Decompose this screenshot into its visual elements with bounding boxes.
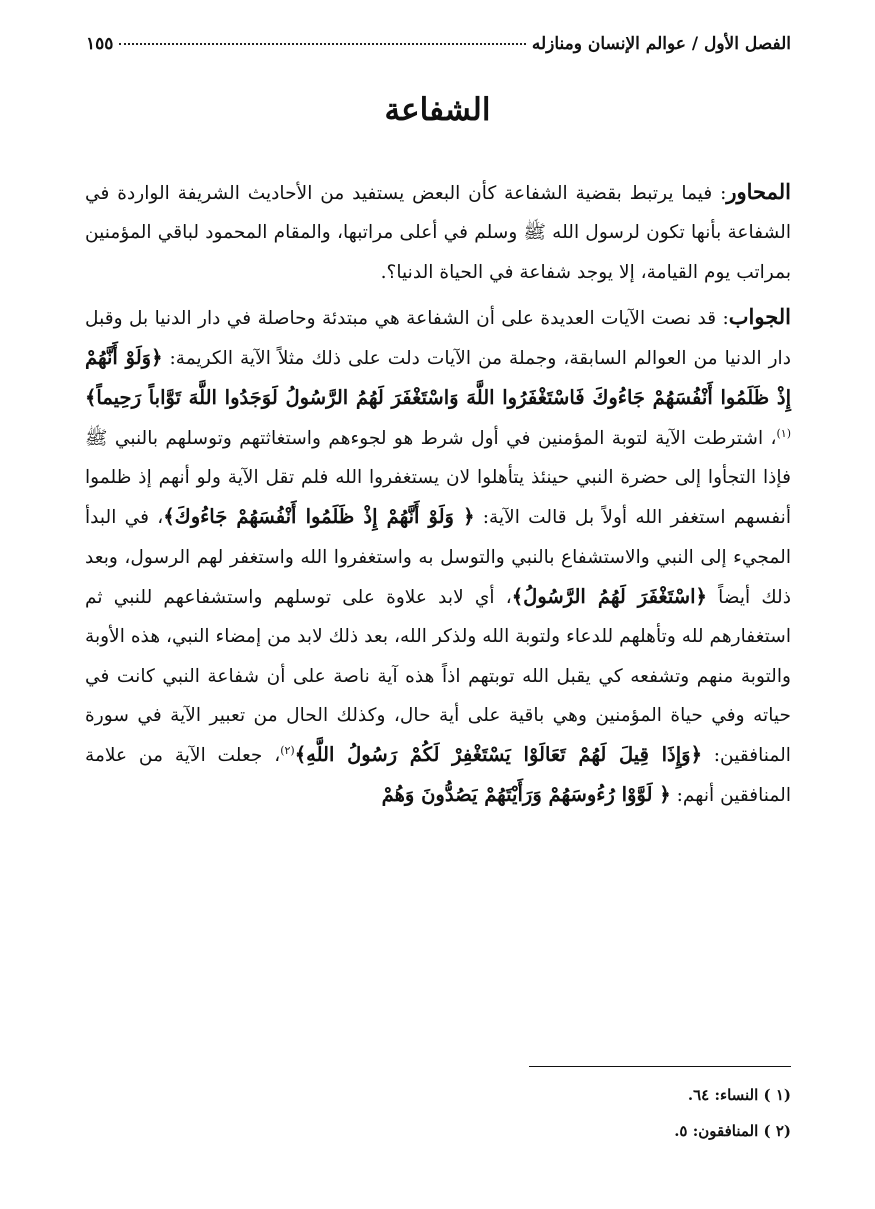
page-number: ١٥٥ [86,34,114,54]
header-dot-leader [119,43,525,45]
quran-verse-4: ﴿وَإِذَا قِيلَ لَهُمْ تَعَالَوْا يَسْتَغْفِرْ لَكُمْ رَسُولُ اللَّهِ﴾ [294,743,702,767]
answer-text-3: ، أي لابد علاوة على توسلهم واستشفاعهم للنبي ثم استغفارهم لله وتأهلهم للدعاء ولتوبة الله ولذكر الله، بعد ذلك لابد من إمضاء النبي، هذه الأوبة والتوبة منهم وتشفعه كي يقبل الله توبتهم اذاً هذه آية ناصة على أن شفاعة النبي كانت في حياته وفي حياة المؤمنين وهي باقية على أية حال، وكذلك الحال من تعبير الآية في سورة المنافقين: [85,586,791,767]
header-title: الفصل الأول / عوالم الإنسان ومنازله [531,34,791,54]
quran-verse-5: ﴿ لَوَّوْا رُءُوسَهُمْ وَرَأَيْتَهُمْ يَصُدُّونَ وَهُمْ [381,783,671,807]
running-header [86,34,791,54]
footnote-separator [529,1066,791,1067]
footnote-ref-2: (٢) [280,743,295,757]
question-text: : فيما يرتبط بقضية الشفاعة كأن البعض يستفيد من الأحاديث الشريفة الواردة في الشفاعة بأنها تكون لرسول الله ﷺ وسلم في أعلى مراتبها، والمقام المحمود لباقي المؤمنين بمراتب يوم القيامة، إلا يوجد شفاعة في الحياة الدنيا؟. [85,183,791,283]
quran-verse-3: ﴿اسْتَغْفَرَ لَهُمُ الرَّسُولُ﴾ [511,584,707,608]
footnote-2: (٢ ) المنافقون: ٥. [674,1122,791,1140]
answer-intro: : قد نصت الآيات العديدة على أن الشفاعة هي مبتدئة وحاصلة في دار الدنيا بل وقبل دار الدنيا من العوالم السابقة، وجملة من الآيات دلت على ذلك مثلاً الآية الكريمة: [85,307,791,370]
answer-text-2: ، في البدأ المجيء إلى النبي والاستشفاع بالنبي والتوسل به واستغفروا الله واستغفر لهم الرسول، وبعد ذلك أيضاً [85,507,791,608]
chapter-title: الشفاعة [384,92,491,128]
footnote-ref-1: (١) [776,426,791,440]
footnotes [391,1077,791,1149]
footnote-1: (١ ) النساء: ٦٤. [687,1086,791,1104]
body-text [85,172,791,821]
quran-verse-2: ﴿ وَلَوْ أَنَّهُمْ إِذْ ظَلَمُوا أَنْفُسَهُمْ جَاءُوكَ﴾ [163,505,475,529]
answer-paragraph [85,297,791,816]
question-paragraph [85,172,791,292]
answer-text-4: ، جعلت الآية من علامة المنافقين أنهم: [85,745,791,807]
answer-text-1: ، اشترطت الآية لتوبة المؤمنين في أول شرط هو لجوءهم واستغاثتهم وتوسلهم بالنبي ﷺ فإذا التجأوا إلى حضرة النبي حينئذ يتأهلوا لان يستغفروا الله فلم تقل الآية ولو أنهم إذ ظلموا أنفسهم استغفر الله أولاً بل قالت الآية: [85,427,791,529]
quran-verse-1: ﴿وَلَوْ أَنَّهُمْ إِذْ ظَلَمُوا أَنْفُسَهُمْ جَاءُوكَ فَاسْتَغْفَرُوا اللَّهَ وَاسْتَغْفَرَ لَهُمُ الرَّسُولُ لَوَجَدُوا اللَّهَ تَوَّاباً رَحِيماً﴾ [85,346,791,410]
answer-label: الجواب [728,303,791,329]
question-label: المحاور [726,179,791,204]
